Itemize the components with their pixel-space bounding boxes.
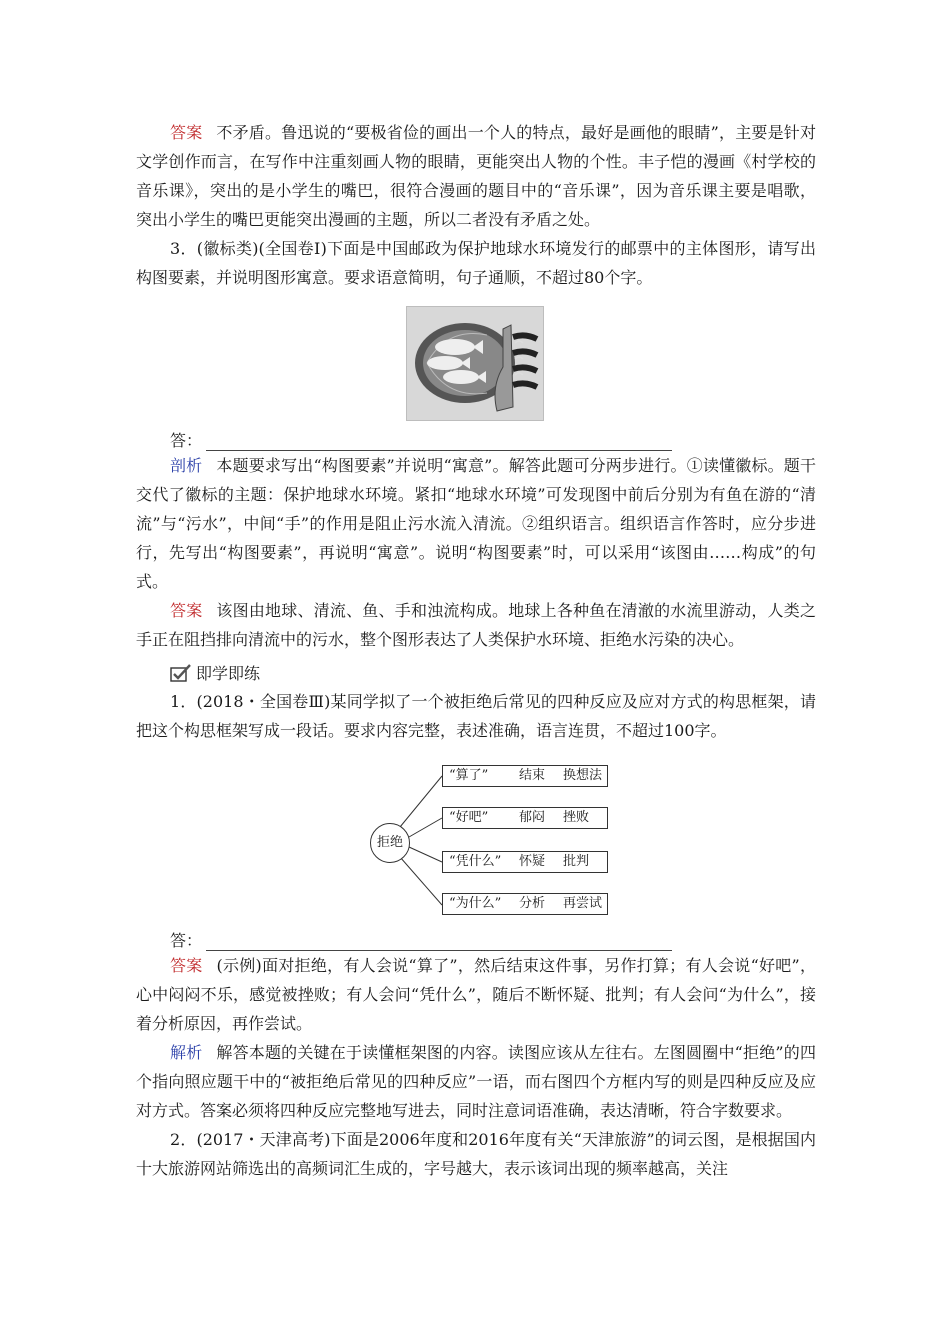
answer-paragraph-2 [136,596,816,654]
answer-paragraph [136,118,816,234]
node-feeling: 分析 [519,896,546,911]
node-reaction: “算了” [449,768,489,783]
answer-prompt: 答： [170,431,203,450]
answer-label: 答案 [170,123,203,142]
node-reaction: “为什么” [449,896,502,911]
document-page [136,118,816,1183]
framework-diagram [368,765,616,917]
node-feeling: 郁闷 [519,810,546,825]
answer-paragraph-3 [136,951,816,1038]
node-feeling: 怀疑 [519,854,546,869]
analysis-paragraph-2 [136,1038,816,1125]
diagram-node-2 [442,807,608,829]
node-reaction: “好吧” [449,810,489,825]
node-action: 换想法 [563,768,603,783]
question-3: 3．(徽标类)(全国卷Ⅰ)下面是中国邮政为保护地球水环境发行的邮票中的主体图形，请写出构图要素，并说明图形寓意。要求语意简明，句子通顺，不超过80个字。 [136,239,816,287]
answer-prompt: 答： [170,931,203,950]
answer-underline[interactable] [206,932,672,951]
diagram-center: 拒绝 [370,823,410,863]
answer-text: 不矛盾。鲁迅说的“要极省俭的画出一个人的特点，最好是画他的眼睛”，主要是针对文学创作而言，在写作中注重刻画人物的眼睛，更能突出人物的个性。丰子恺的漫画《村学校的音乐课》，突出的是小学生的嘴巴，很符合漫画的题目中的“音乐课”，因为音乐课主要是唱歌，突出小学生的嘴巴更能突出漫画的主题，所以二者没有矛盾之处。 [136,123,816,229]
answer-underline[interactable] [206,432,672,451]
checkbox-icon [170,664,192,682]
question-1: 1．(2018・全国卷Ⅲ)某同学拟了一个被拒绝后常见的四种反应及应对方式的构思框架，请把这个构思框架写成一段话。要求内容完整，表述准确，语言连贯，不超过100字。 [136,692,816,740]
analysis-text-2: 解答本题的关键在于读懂框架图的内容。读图应该从左往右。左图圆圈中“拒绝”的四个指向照应题干中的“被拒绝后常见的四种反应”一语，而右图四个方框内写的则是四种反应及应对方式。答案必须将四种反应完整地写进去，同时注意词语准确，表达清晰，符合字数要求。 [136,1043,816,1120]
analysis-paragraph [136,451,816,596]
section-heading [136,658,816,687]
section-title: 即学即练 [196,664,261,683]
node-action: 批判 [563,854,590,869]
question-2: 2．(2017・天津高考)下面是2006年度和2016年度有关“天津旅游”的词云图，是根据国内十大旅游网站筛选出的高频词汇生成的，字号越大，表示该词出现的频率越高，关注 [136,1130,816,1178]
node-action: 再尝试 [563,896,603,911]
answer-label-3: 答案 [170,956,203,975]
node-action: 挫败 [563,810,590,825]
stamp-illustration [407,307,543,420]
node-feeling: 结束 [519,768,546,783]
answer-text-2: 该图由地球、清流、鱼、手和浊流构成。地球上各种鱼在清澈的水流里游动，人类之手正在阻挡排向清流中的污水，整个图形表达了人类保护水环境、拒绝水污染的决心。 [136,601,816,649]
answer-blank-2 [136,921,816,951]
diagram-node-3 [442,851,608,873]
answer-label-2: 答案 [170,601,203,620]
stamp-image [406,306,544,421]
diagram-node-4 [442,893,608,915]
node-reaction: “凭什么” [449,854,502,869]
answer-text-3: (示例)面对拒绝，有人会说“算了”，然后结束这件事，另作打算；有人会说“好吧”，心中闷闷不乐，感觉被挫败；有人会问“凭什么”，随后不断怀疑、批判；有人会问“为什么”，接着分析原因，再作尝试。 [136,956,816,1033]
analysis-label-2: 解析 [170,1043,203,1062]
diagram-node-1 [442,765,608,787]
analysis-label: 剖析 [170,456,203,475]
answer-blank-1 [136,421,816,451]
analysis-text: 本题要求写出“构图要素”并说明“寓意”。解答此题可分两步进行。①读懂徽标。题干交代了徽标的主题：保护地球水环境。紧扣“地球水环境”可发现图中前后分别为有鱼在游的“清流”与“污水”，中间“手”的作用是阻止污水流入清流。②组织语言。组织语言作答时，应分步进行，先写出“构图要素”，再说明“寓意”。说明“构图要素”时，可以采用“该图由……构成”的句式。 [136,456,816,591]
